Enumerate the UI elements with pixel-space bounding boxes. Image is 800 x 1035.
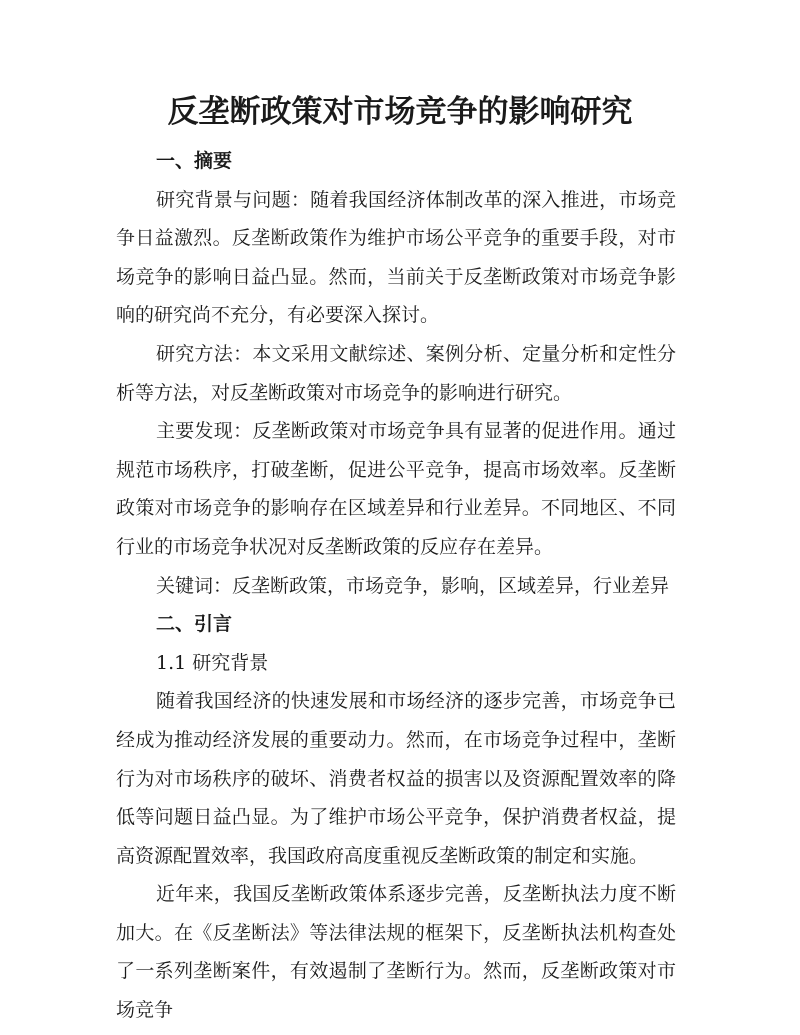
document-body <box>116 142 676 1030</box>
abstract-background-paragraph: 研究背景与问题：随着我国经济体制改革的深入推进，市场竞争日益激烈。反垄断政策作为维护市场公平竞争的重要手段，对市场竞争的影响日益凸显。然而，当前关于反垄断政策对市场竞争影响的研究尚不充分，有必要深入探讨。 <box>116 188 676 327</box>
introduction-paragraph-1: 随着我国经济的快速发展和市场经济的逐步完善，市场竞争已经成为推动经济发展的重要动力。然而，在市场竞争过程中，垄断行为对市场秩序的破坏、消费者权益的损害以及资源配置效率的降低等问题日益凸显。为了维护市场公平竞争，保护消费者权益，提高资源配置效率，我国政府高度重视反垄断政策的制定和实施。 <box>116 690 676 867</box>
section-heading-abstract: 一、摘要 <box>156 150 233 172</box>
section-heading-introduction: 二、引言 <box>156 613 233 636</box>
document-title: 反垄断政策对市场竞争的影响研究 <box>167 94 633 130</box>
abstract-keywords-paragraph: 关键词：反垄断政策，市场竞争，影响，区域差异，行业差异 <box>156 574 670 597</box>
subsection-heading-background: 1.1 研究背景 <box>156 651 269 674</box>
introduction-paragraph-2: 近年来，我国反垄断政策体系逐步完善，反垄断执法力度不断加大。在《反垄断法》等法律法规的框架下，反垄断执法机构查处了一系列垄断案件，有效遏制了垄断行为。然而，反垄断政策对市场竞争 <box>116 883 676 1022</box>
abstract-findings-paragraph: 主要发现：反垄断政策对市场竞争具有显著的促进作用。通过规范市场秩序，打破垄断，促进公平竞争，提高市场效率。反垄断政策对市场竞争的影响存在区域差异和行业差异。不同地区、不同行业的市场竞争状况对反垄断政策的反应存在差异。 <box>116 420 676 558</box>
abstract-methods-paragraph: 研究方法：本文采用文献综述、案例分析、定量分析和定性分析等方法，对反垄断政策对市场竞争的影响进行研究。 <box>116 342 676 404</box>
